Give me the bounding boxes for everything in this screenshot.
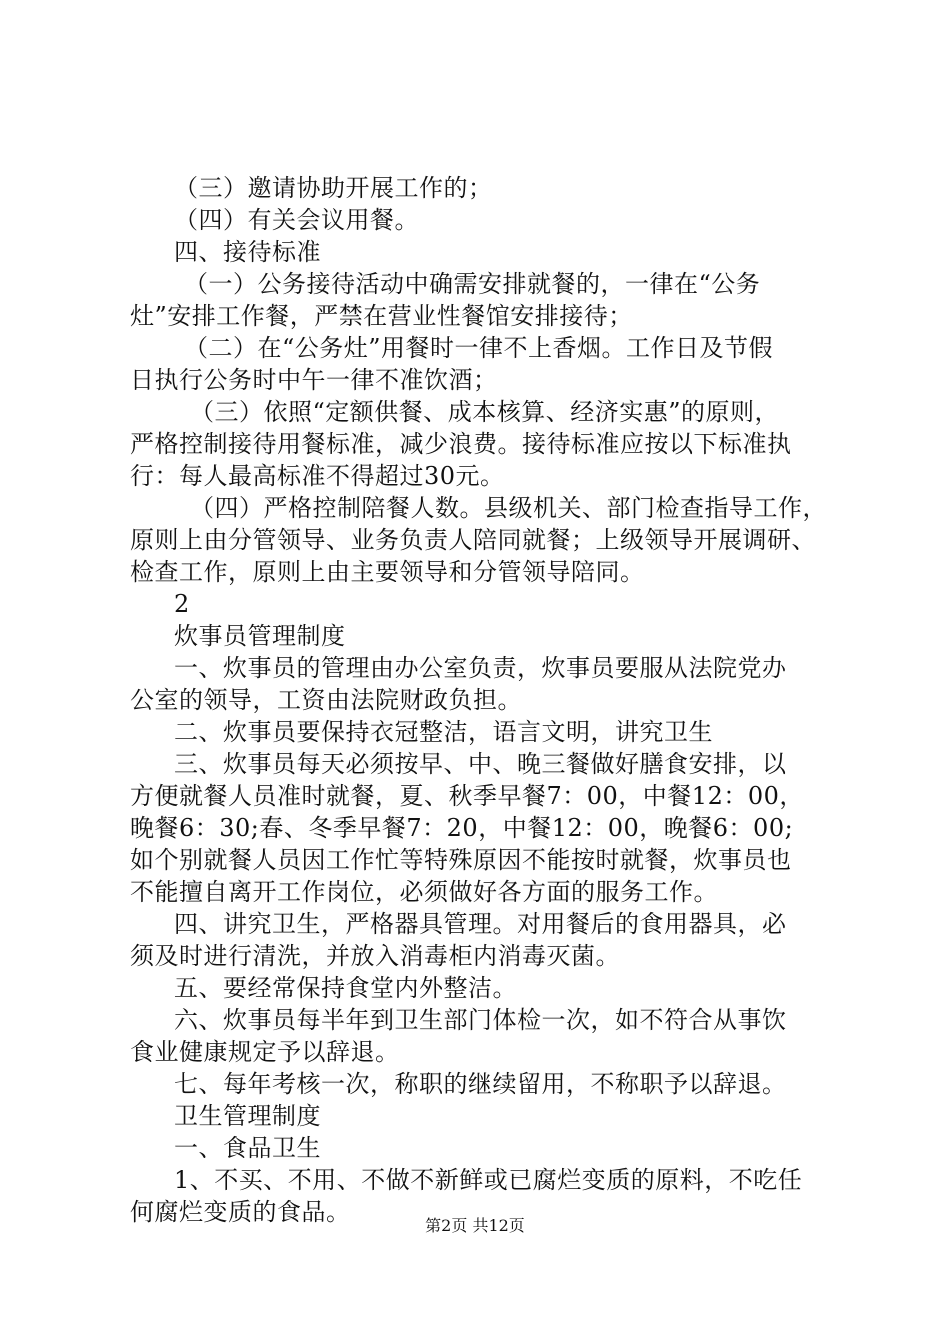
text-line: 晚餐6：30;春、冬季早餐7：20，中餐12：00，晚餐6：00; bbox=[130, 814, 794, 842]
text-line: （四）有关会议用餐。 bbox=[174, 206, 419, 234]
text-line: 一、食品卫生 bbox=[174, 1134, 321, 1162]
text-line: 严格控制接待用餐标准，减少浪费。接待标准应按以下标准执 bbox=[130, 430, 792, 458]
text-line: 检查工作，原则上由主要领导和分管领导陪同。 bbox=[130, 558, 645, 586]
text-line: 七、每年考核一次，称职的继续留用，不称职予以辞退。 bbox=[174, 1070, 787, 1098]
text-line: 四、讲究卫生，严格器具管理。对用餐后的食用器具，必 bbox=[174, 910, 787, 938]
text-line: 方便就餐人员准时就餐，夏、秋季早餐7：00，中餐12：00， bbox=[130, 782, 804, 810]
text-line: 须及时进行清洗，并放入消毒柜内消毒灭菌。 bbox=[130, 942, 620, 970]
text-line: （三）依照“定额供餐、成本核算、经济实惠”的原则， bbox=[190, 398, 780, 426]
text-line: 灶”安排工作餐，严禁在营业性餐馆安排接待； bbox=[130, 302, 633, 330]
text-line: 何腐烂变质的食品。 bbox=[130, 1198, 351, 1226]
text-line: 四、接待标准 bbox=[174, 238, 321, 266]
text-line: （四）严格控制陪餐人数。县级机关、部门检查指导工作， bbox=[190, 494, 827, 522]
text-line: （一）公务接待活动中确需安排就餐的，一律在“公务 bbox=[184, 270, 761, 298]
text-line: 卫生管理制度 bbox=[174, 1102, 321, 1130]
text-line: 三、炊事员每天必须按早、中、晚三餐做好膳食安排，以 bbox=[174, 750, 787, 778]
text-line: 二、炊事员要保持衣冠整洁，语言文明，讲究卫生 bbox=[174, 718, 713, 746]
text-line: 如个别就餐人员因工作忙等特殊原因不能按时就餐，炊事员也 bbox=[130, 846, 792, 874]
page-footer: 第2页 共12页 bbox=[425, 1216, 525, 1235]
text-line: 六、炊事员每半年到卫生部门体检一次，如不符合从事饮 bbox=[174, 1006, 787, 1034]
text-line: 一、炊事员的管理由办公室负责，炊事员要服从法院党办 bbox=[174, 654, 787, 682]
text-line: 公室的领导，工资由法院财政负担。 bbox=[130, 686, 522, 714]
text-line: 日执行公务时中午一律不准饮酒； bbox=[130, 366, 498, 394]
document-body bbox=[130, 172, 845, 1228]
text-line: 1、不买、不用、不做不新鲜或已腐烂变质的原料，不吃任 bbox=[174, 1166, 803, 1194]
text-line: 不能擅自离开工作岗位，必须做好各方面的服务工作。 bbox=[130, 878, 718, 906]
text-line: （三）邀请协助开展工作的； bbox=[174, 174, 493, 202]
text-line: 行：每人最高标准不得超过30元。 bbox=[130, 462, 505, 490]
text-line: 食业健康规定予以辞退。 bbox=[130, 1038, 400, 1066]
text-line: 原则上由分管领导、业务负责人陪同就餐；上级领导开展调研、 bbox=[130, 526, 816, 554]
text-line: 炊事员管理制度 bbox=[174, 622, 346, 650]
text-line: 五、要经常保持食堂内外整洁。 bbox=[174, 974, 517, 1002]
text-line: （二）在“公务灶”用餐时一律不上香烟。工作日及节假 bbox=[184, 334, 774, 362]
text-line: 2 bbox=[174, 590, 190, 618]
